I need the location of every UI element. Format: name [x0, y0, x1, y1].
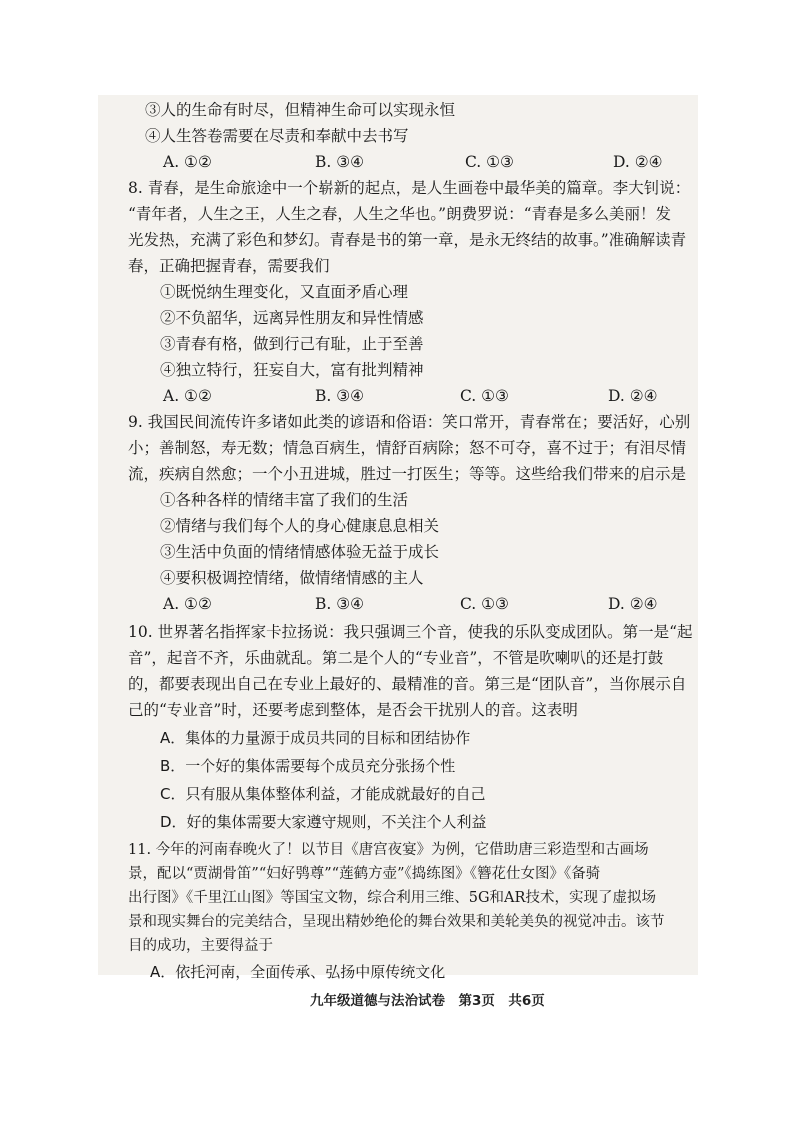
q10-stem-line-1: 10. 世界著名指挥家卡拉扬说：我只强调三个音，使我的乐队变成团队。第一是“起: [128, 623, 693, 641]
q7-option-b: B. ③④: [315, 153, 365, 171]
q7-option-c: C. ①③: [465, 153, 514, 171]
q11-stem-line-2: 景，配以“贾湖骨笛”“妇好鸮尊”“莲鹤方壶”《捣练图》《簪花仕女图》《备骑: [128, 866, 601, 882]
q8-item-1: ①既悦纳生理变化，又直面矛盾心理: [160, 283, 409, 301]
q8-option-d: D. ②④: [608, 387, 658, 405]
q10-choice-d: D．好的集体需要大家遵守规则，不关注个人利益: [160, 813, 487, 831]
q8-stem-line-2: “青年者，人生之王，人生之春，人生之华也。”朗费罗说：“青春是多么美丽！发: [128, 205, 672, 223]
q10-choice-c: C．只有服从集体整体利益，才能成就最好的自己: [160, 785, 486, 803]
q8-stem-line-3: 光发热，充满了彩色和梦幻。青春是书的第一章，是永无终结的故事。”准确解读青: [128, 231, 687, 249]
q9-stem-line-3: 流，疾病自然愈；一个小丑进城，胜过一打医生；等等。这些给我们带来的启示是: [128, 465, 687, 483]
q8-option-b: B. ③④: [315, 387, 365, 405]
q7-option-a: A. ①②: [163, 153, 212, 171]
q8-item-4: ④独立特行，狂妄自大，富有批判精神: [160, 361, 424, 379]
q10-stem-line-2: 音”，起音不齐，乐曲就乱。第二是个人的“专业音”，不管是吹喇叭的还是打鼓: [128, 649, 664, 667]
q10-stem-line-3: 的，都要表现出自己在专业上最好的、最精准的音。第三是“团队音”，当你展示自: [128, 675, 687, 693]
q10-stem-line-4: 己的“专业音”时，还要考虑到整体，是否会干扰别人的音。这表明: [128, 701, 578, 719]
q9-item-4: ④要积极调控情绪，做情绪情感的主人: [160, 569, 424, 587]
q9-option-a: A. ①②: [163, 595, 212, 613]
q11-stem-line-3: 出行图》《千里江山图》等国宝文物，综合利用三维、5G和AR技术，实现了虚拟场: [128, 890, 656, 906]
q11-stem-line-1: 11. 今年的河南春晚火了！以节目《唐宫夜宴》为例，它借助唐三彩造型和古画场: [128, 842, 649, 858]
q10-choice-a: A．集体的力量源于成员共同的目标和团结协作: [160, 729, 471, 747]
q9-item-2: ②情绪与我们每个人的身心健康息息相关: [160, 517, 440, 535]
q8-option-a: A. ①②: [163, 387, 212, 405]
q7-option-d: D. ②④: [613, 153, 663, 171]
q8-option-c: C. ①③: [460, 387, 509, 405]
q9-option-b: B. ③④: [315, 595, 365, 613]
q7-item-4: ④人生答卷需要在尽责和奉献中去书写: [145, 127, 409, 145]
q11-choice-a: A．依托河南，全面传承、弘扬中原传统文化: [150, 963, 446, 981]
q8-item-2: ②不负韶华，远离异性朋友和异性情感: [160, 309, 424, 327]
q8-stem-line-4: 春，正确把握青春，需要我们: [128, 257, 330, 275]
q8-stem-line-1: 8. 青春，是生命旅途中一个崭新的起点，是人生画卷中最华美的篇章。李大钊说：: [128, 179, 691, 197]
q9-option-c: C. ①③: [460, 595, 509, 613]
q7-item-3: ③人的生命有时尽，但精神生命可以实现永恒: [145, 101, 456, 119]
q9-option-d: D. ②④: [608, 595, 658, 613]
q10-choice-b: B．一个好的集体需要每个成员充分张扬个性: [160, 757, 456, 775]
q9-stem-line-2: 小；善制怒，寿无数；情急百病生，情舒百病除；怒不可夺，喜不过于；有泪尽情: [128, 439, 687, 457]
q9-stem-line-1: 9. 我国民间流传许多诸如此类的谚语和俗语：笑口常开，青春常在；要活好，心别: [128, 413, 691, 431]
q11-stem-line-5: 目的成功，主要得益于: [128, 938, 273, 954]
q11-stem-line-4: 景和现实舞台的完美结合，呈现出精妙绝伦的舞台效果和美轮美奂的视觉冲击。该节: [128, 914, 665, 930]
page-footer: 九年级道德与法治试卷 第3页 共6页: [310, 993, 545, 1009]
q9-item-1: ①各种各样的情绪丰富了我们的生活: [160, 491, 409, 509]
q8-item-3: ③青春有格，做到行己有耻，止于至善: [160, 335, 424, 353]
q9-item-3: ③生活中负面的情绪情感体验无益于成长: [160, 543, 440, 561]
